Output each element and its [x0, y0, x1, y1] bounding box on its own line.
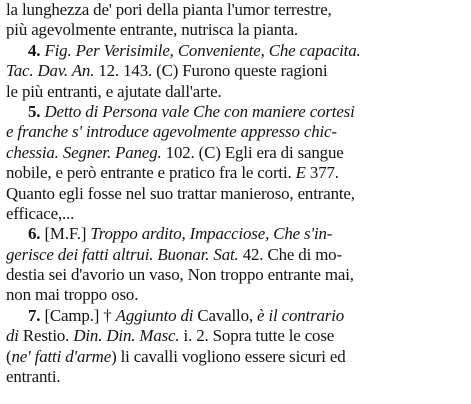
italic-text: Detto di Persona vale Che con maniere cortesi — [44, 101, 355, 121]
text-segment: Restio. — [18, 326, 74, 346]
text-line — [6, 306, 467, 326]
sense-number: 7. — [28, 305, 45, 325]
text-line — [6, 224, 467, 244]
text-line — [6, 326, 467, 346]
text-segment: le più entranti, e ajutate dall'arte. — [6, 81, 222, 101]
italic-text: è il contrario — [257, 305, 345, 325]
italic-text: gerisce dei fatti altrui. Buonar. Sat. — [6, 244, 239, 264]
text-line — [6, 163, 467, 183]
text-line — [6, 0, 467, 20]
text-line — [6, 122, 467, 142]
text-segment: nobile, e però entrante e pratico fra le corti. — [6, 163, 296, 183]
text-line — [6, 41, 467, 61]
text-segment: destia sei d'avorio un vaso, Non troppo entrante mai, — [6, 265, 354, 285]
text-segment: 42. Che di mo- — [238, 244, 342, 264]
text-segment: [Camp.] † — [44, 305, 116, 325]
sense-number: 4. — [28, 40, 45, 60]
text-segment: [M.F.] — [44, 224, 91, 244]
text-line — [6, 82, 467, 102]
italic-text: Din. Din. Masc. — [73, 326, 180, 346]
text-segment: non mai troppo oso. — [6, 285, 139, 305]
text-segment: la lunghezza de' pori della pianta l'umor terrestre, — [6, 0, 332, 19]
text-segment: ( — [6, 346, 12, 366]
italic-text: di — [6, 326, 19, 346]
text-line — [6, 265, 467, 285]
italic-text: ne' fatti d'arme — [11, 346, 112, 366]
text-segment: Quanto egli fosse nel suo trattar manieroso, entrante, — [6, 183, 355, 203]
text-line — [6, 367, 467, 387]
italic-text: e franche s' introduce agevolmente appresso chic- — [6, 122, 337, 142]
text-line — [6, 143, 467, 163]
italic-text: Tac. Dav. An. — [6, 61, 95, 81]
text-segment: ) li cavalli vogliono essere sicuri ed — [111, 346, 346, 366]
text-line — [6, 102, 467, 122]
text-segment: entranti. — [6, 367, 61, 387]
text-segment: 377. — [305, 163, 339, 183]
text-line — [6, 245, 467, 265]
text-segment: efficace,... — [6, 203, 75, 223]
italic-text: chessia. Segner. Paneg. — [6, 142, 162, 162]
text-line — [6, 347, 467, 367]
italic-text: Troppo ardito, Impacciose, Che s'in- — [90, 224, 333, 244]
italic-text: Fig. Per Verisimile, Conveniente, Che capacita. — [44, 40, 361, 60]
text-segment: Cavallo, — [193, 305, 258, 325]
text-line — [6, 285, 467, 305]
sense-number: 6. — [28, 224, 45, 244]
text-line — [6, 20, 467, 40]
sense-number: 5. — [28, 101, 45, 121]
italic-text: E — [295, 163, 306, 183]
text-segment: i. 2. Sopra tutte le cose — [179, 326, 335, 346]
italic-text: Aggiunto di — [115, 305, 194, 325]
text-line — [6, 184, 467, 204]
text-segment: 102. (C) Egli era di sangue — [161, 142, 344, 162]
text-segment: 12. 143. (C) Furono queste ragioni — [94, 61, 328, 81]
text-line — [6, 61, 467, 81]
text-line — [6, 204, 467, 224]
text-segment: più agevolmente entrante, nutrisca la pianta. — [6, 20, 299, 40]
